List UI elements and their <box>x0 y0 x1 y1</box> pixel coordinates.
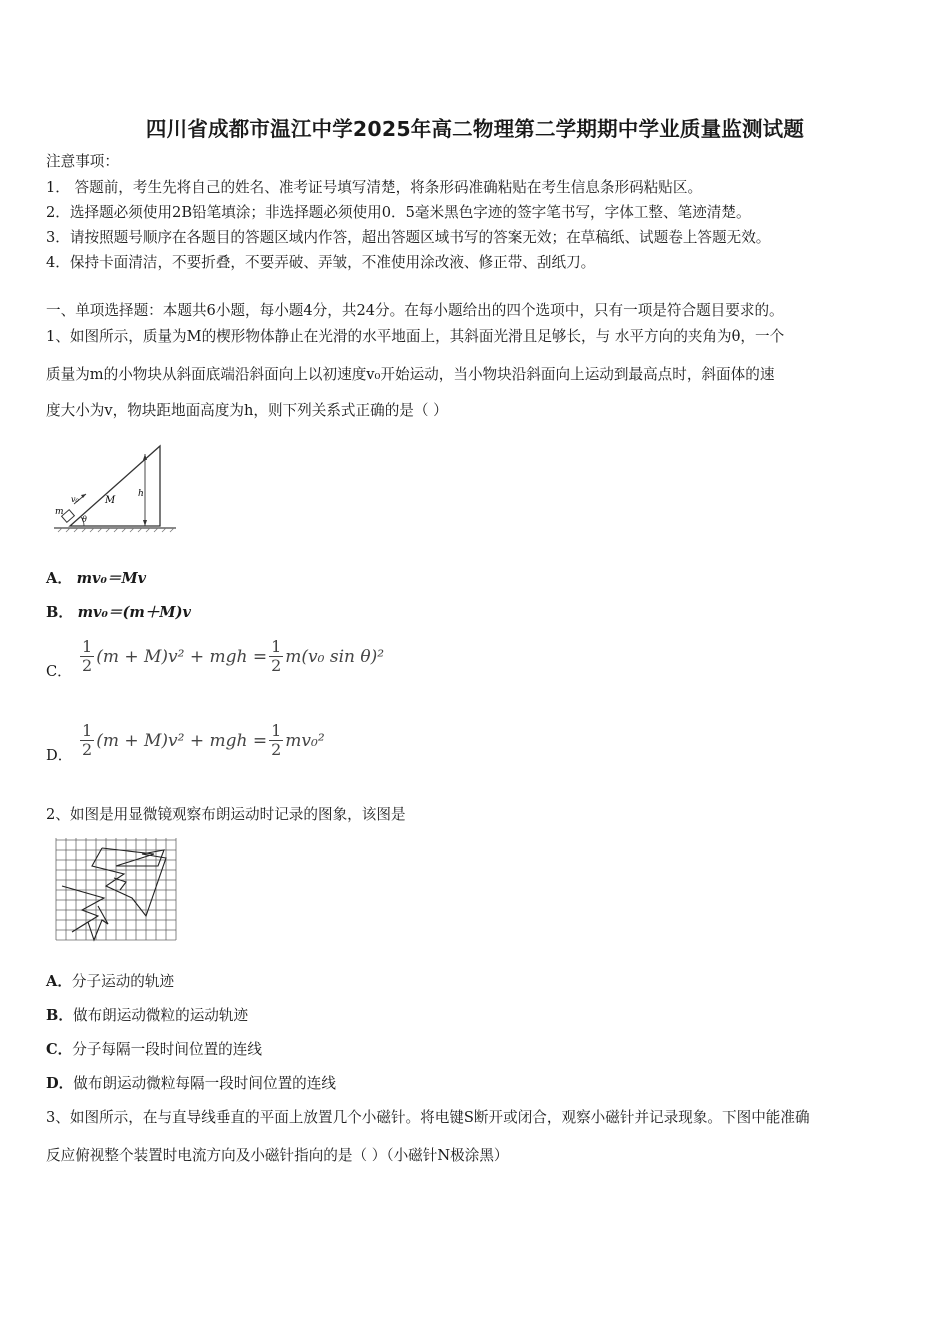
question-1-line: 质量为m的小物块从斜面底端沿斜面向上以初速度v₀开始运动，当小物块沿斜面向上运动到最高点时，斜面体的速 <box>46 366 775 383</box>
page-title: 四川省成都市温江中学2025年高二物理第二学期期中学业质量监测试题 <box>145 117 805 141</box>
fraction-half: $\frac{1}{2}$ <box>82 721 93 759</box>
formula-rhs: m(v₀ sin θ)² <box>285 646 385 667</box>
label-theta: θ <box>82 515 87 524</box>
fraction-half: $\frac{1}{2}$ <box>82 637 93 675</box>
q2-option-b <box>46 1006 248 1026</box>
fraction-half: $\frac{1}{2}$ <box>271 721 282 759</box>
fraction-half: $\frac{1}{2}$ <box>271 637 282 675</box>
section-heading: 一、单项选择题：本题共6小题，每小题4分，共24分。在每小题给出的四个选项中，只有一项是符合题目要求的。 <box>46 302 784 319</box>
option-label: D． <box>46 1075 74 1092</box>
notice-item: 2．选择题必须使用2B铅笔填涂；非选择题必须使用0．5毫米黑色字迹的签字笔书写，字体工整、笔迹清楚。 <box>46 204 751 221</box>
option-b <box>46 603 191 623</box>
particle-path-lower <box>62 886 108 940</box>
label-h: h <box>138 489 144 499</box>
label-M: M <box>105 495 116 506</box>
option-label: B． <box>46 1007 73 1024</box>
wedge-shape <box>70 446 160 526</box>
option-text: 分子运动的轨迹 <box>71 973 175 990</box>
option-text: mv₀＝(m＋M)v <box>77 604 191 621</box>
formula-lhs: (m + M)v² + mgh = <box>96 730 268 751</box>
option-label: A． <box>46 570 72 587</box>
option-a <box>46 569 146 589</box>
option-text: 分子每隔一段时间位置的连线 <box>72 1041 262 1058</box>
option-label: B． <box>46 604 73 621</box>
option-text: 做布朗运动微粒每隔一段时间位置的连线 <box>73 1075 336 1092</box>
particle-path-upper <box>92 848 166 916</box>
option-c-label: C． <box>46 663 72 680</box>
formula-lhs: (m + M)v² + mgh = <box>96 646 268 667</box>
option-d-label: D． <box>46 747 73 764</box>
notice-heading: 注意事项： <box>46 153 119 170</box>
label-m: m <box>55 507 64 517</box>
brownian-grid-figure <box>54 836 182 944</box>
q2-option-d <box>46 1074 336 1094</box>
option-d-formula <box>78 722 325 759</box>
option-text: 做布朗运动微粒的运动轨迹 <box>72 1007 249 1024</box>
notice-item: 4．保持卡面清洁，不要折叠，不要弄破、弄皱，不准使用涂改液、修正带、刮纸刀。 <box>46 254 596 271</box>
option-label: A． <box>46 973 72 990</box>
wedge-figure <box>52 440 182 535</box>
formula-rhs: mv₀² <box>285 730 325 751</box>
question-1-line: 1、如图所示，质量为M的楔形物体静止在光滑的水平地面上，其斜面光滑且足够长，与 水平方向的夹角为θ，一个 <box>46 328 785 345</box>
question-1-line: 度大小为v，物块距地面高度为h，则下列关系式正确的是（ ） <box>46 402 448 419</box>
question-3-line: 反应俯视整个装置时电流方向及小磁针指向的是（ ）（小磁针N极涂黑） <box>46 1147 509 1164</box>
q2-option-c <box>46 1040 262 1060</box>
question-2-stem: 2、如图是用显微镜观察布朗运动时记录的图象，该图是 <box>46 806 406 823</box>
option-c-formula <box>78 638 384 675</box>
label-v0: v₀ <box>71 495 79 504</box>
ground-hatching <box>54 528 176 532</box>
option-label: C． <box>46 1041 73 1058</box>
q2-option-a <box>46 972 174 992</box>
notice-item: 1． 答题前，考生先将自己的姓名、准考证号填写清楚，将条形码准确粘贴在考生信息条形码粘贴区。 <box>46 179 703 196</box>
question-3-line: 3、如图所示，在与直导线垂直的平面上放置几个小磁针。将电键S断开或闭合，观察小磁针并记录现象。下图中能准确 <box>46 1109 810 1126</box>
notice-item: 3．请按照题号顺序在各题目的答题区域内作答，超出答题区域书写的答案无效；在草稿纸、试题卷上答题无效。 <box>46 229 771 246</box>
option-text: mv₀＝Mv <box>76 570 147 587</box>
